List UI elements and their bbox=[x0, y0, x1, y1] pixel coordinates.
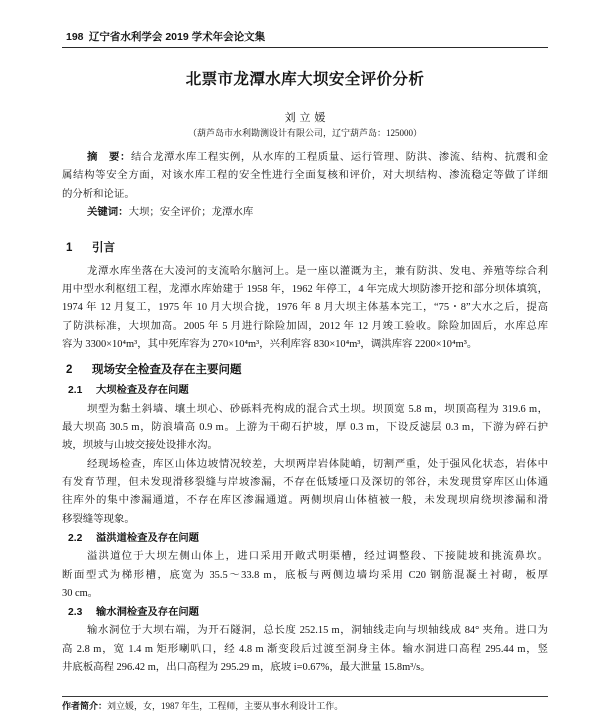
footnote-rule bbox=[62, 696, 548, 697]
paragraph-line: 溢洪道位于大坝左侧山体上，进口采用开敞式明渠槽，经过调整段、下接陡坡和挑流鼻坎。 bbox=[87, 551, 548, 563]
paragraph-line: 高 2.8 m，宽 1.4 m 矩形喇叭口，经 4.8 m 渐变段后过渡至洞身主体。输水洞进口高程 295.44 m，竖 bbox=[62, 643, 548, 655]
paragraph bbox=[62, 456, 548, 530]
paper-title: 北票市龙潭水库大坝安全评价分析 bbox=[185, 71, 425, 88]
subsection-title: 大坝检查及存在问题 bbox=[96, 384, 189, 396]
subsection-title: 输水洞检查及存在问题 bbox=[96, 607, 199, 619]
subsection-number: 2.2 bbox=[68, 533, 83, 545]
author-footnote bbox=[62, 699, 548, 713]
keywords bbox=[62, 204, 548, 222]
abstract-text: 结合龙潭水库工程实例，从水库的工程质量、运行管理、防洪、渗流、结构、抗震和金 bbox=[130, 152, 548, 163]
author-affiliation: （葫芦岛市水利勘测设计有限公司，辽宁葫芦岛：125000） bbox=[187, 128, 422, 138]
paragraph-line: 用中型水利枢纽工程，龙潭水库始建于 1958 年，1962 年停工，4 年完成大坝防渗开挖和部分坝体填筑， bbox=[62, 283, 548, 295]
abstract bbox=[62, 149, 548, 223]
subsection-heading bbox=[62, 383, 548, 399]
paragraph-line: 往库外的集中渗漏通道，不存在库区渗漏通道。两侧坝肩山体植被一般，未发现坝肩绕坝渗漏和滑 bbox=[62, 495, 548, 507]
paragraph-line: 龙潭水库坐落在大凌河的支流哈尔脑河上。是一座以灌溉为主，兼有防洪、发电、养殖等综合利 bbox=[87, 265, 548, 277]
proceedings-title: 辽宁省水利学会 2019 学术年会论文集 bbox=[88, 31, 266, 43]
paragraph-line: 坡，坝坡与山坡交接处设排水沟。 bbox=[62, 440, 218, 452]
paragraph-line: 井底板高程 296.42 m，出口高程为 295.29 m，底坡 i=0.67%，最大泄量 15.8m³/s。 bbox=[62, 662, 431, 674]
paragraph bbox=[62, 263, 548, 355]
section-title: 现场安全检查及存在主要问题 bbox=[92, 363, 242, 376]
subsection-heading bbox=[62, 531, 548, 547]
paragraph-line: 容为 3300×10⁴m³，其中死库容为 270×10⁴m³，兴利库容 830×10⁴m³，调洪库容 2200×10⁴m³。 bbox=[62, 339, 478, 351]
section-heading bbox=[62, 360, 548, 380]
paragraph bbox=[62, 548, 548, 603]
abstract-line: 的分析和论证。 bbox=[62, 188, 135, 200]
section-number: 1 bbox=[66, 241, 73, 254]
paragraph-line: 有发育节理，但未发现滑移裂缝与岸坡渗漏，不存在低矮垭口及深切的邻谷，未发现贯穿库区山体通 bbox=[62, 477, 548, 489]
paragraph-line: 最大坝高 30.5 m，防浪墙高 0.9 m。上游为干砌石护坡，厚 0.3 m，下设反滤层 0.3 m，下游为碎石护 bbox=[62, 421, 548, 433]
footnote-text: 刘立媛，女，1987 年生，工程师，主要从事水利设计工作。 bbox=[107, 701, 344, 711]
abstract-line bbox=[62, 149, 548, 167]
keywords-label: 关键词： bbox=[87, 207, 129, 219]
paragraph-line: 1974 年 12 月复工，1975 年 10 月大坝合拢，1976 年 8 月大坝主体基本完工，“75・8”大水之后，提高 bbox=[62, 302, 548, 314]
running-header bbox=[66, 29, 265, 45]
author-name: 刘立媛 bbox=[284, 112, 330, 124]
subsection-number: 2.3 bbox=[68, 607, 83, 619]
keywords-text: 大坝；安全评价；龙潭水库 bbox=[128, 207, 254, 219]
abstract-label: 摘 要： bbox=[87, 152, 131, 163]
abstract-line: 属结构等安全方面，对该水库工程的安全性进行全面复核和评价，对大坝结构、渗流稳定等做了详细 bbox=[62, 170, 548, 182]
paragraph-line: 坝型为黏土斜墙、壤土坝心、砂砾料壳构成的混合式土坝。坝顶宽 5.8 m，坝顶高程为 319.6 m， bbox=[87, 403, 548, 415]
page-number: 198 bbox=[66, 31, 84, 43]
section-title: 引言 bbox=[92, 241, 115, 254]
paragraph-line: 经现场检查，库区山体边坡情况较差，大坝两岸岩体陡峭，切割严重，处于强风化状态，岩体中 bbox=[87, 458, 548, 470]
section-number: 2 bbox=[66, 363, 73, 376]
paragraph-line: 输水洞位于大坝右端，为开石隧洞，总长度 252.15 m，洞轴线走向与坝轴线成 84° 夹角。进口为 bbox=[87, 625, 548, 637]
subsection-heading bbox=[62, 605, 548, 621]
paragraph bbox=[62, 622, 548, 677]
paragraph-line: 了防洪标准，大坝加高。2005 年 5 月进行除险加固，2012 年 12 月竣工验收。除险加固后，水库总库 bbox=[62, 320, 548, 332]
section-heading bbox=[62, 238, 548, 258]
paragraph-line: 移裂缝等现象。 bbox=[62, 513, 135, 525]
header-rule bbox=[62, 47, 548, 48]
subsection-number: 2.1 bbox=[68, 384, 83, 396]
subsection-title: 溢洪道检查及存在问题 bbox=[96, 533, 199, 545]
paragraph-line: 断面型式为梯形槽，底宽为 35.5～33.8 m，底板与两侧边墙均采用 C20 钢筋混凝土衬砌，板厚 bbox=[62, 569, 548, 581]
paragraph bbox=[62, 401, 548, 456]
footnote-label: 作者简介： bbox=[62, 701, 108, 711]
paragraph-line: 30 cm。 bbox=[62, 588, 99, 600]
article-body bbox=[62, 68, 548, 678]
